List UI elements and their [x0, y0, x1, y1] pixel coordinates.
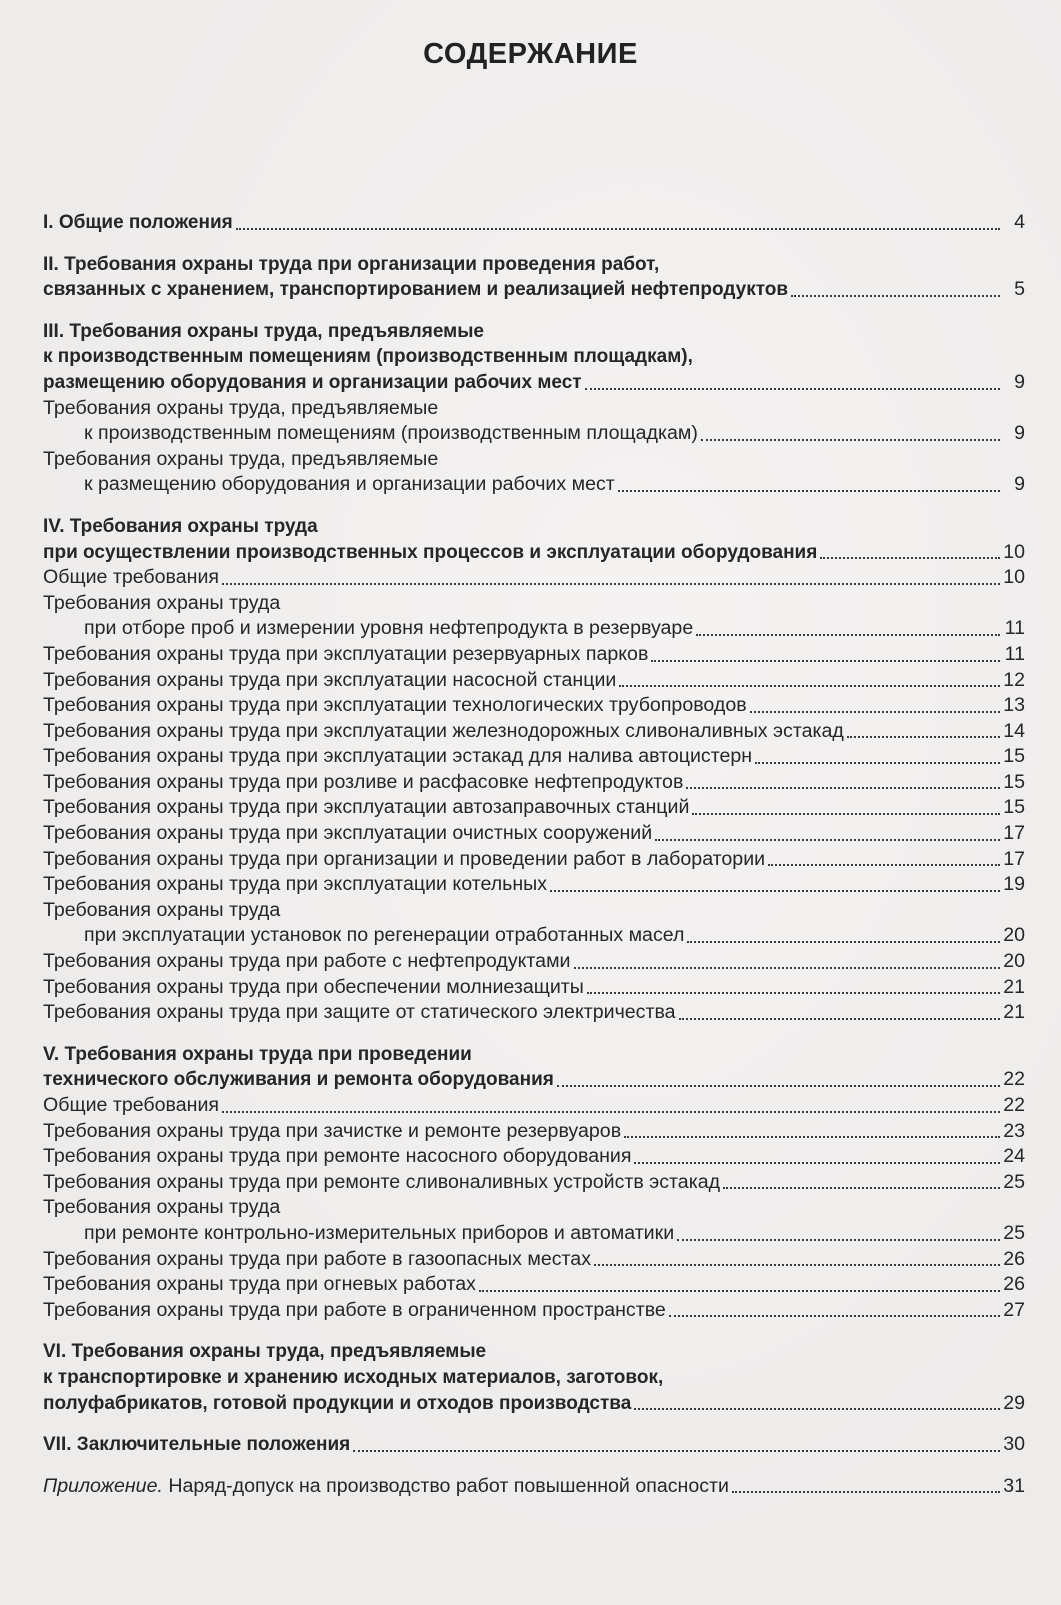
toc-entry-text: связанных с хранением, транспортированием и реализацией нефтепродуктов — [43, 279, 789, 301]
toc-entry[interactable] — [43, 1000, 1025, 1026]
dot-leader — [585, 388, 1000, 390]
toc-entry — [43, 1339, 1025, 1365]
toc-section — [43, 1339, 1025, 1416]
toc-entry-text: к производственным помещениям (производственным площадкам), — [43, 346, 693, 368]
toc-entry[interactable] — [43, 1272, 1025, 1298]
toc-page-number: 29 — [1003, 1391, 1025, 1414]
dot-leader — [353, 1450, 1000, 1452]
toc-entry-text: I. Общие положения — [43, 212, 233, 233]
dot-leader — [677, 1239, 1000, 1241]
toc-entry-text: к транспортировке и хранению исходных материалов, заготовок, — [43, 1366, 664, 1388]
dot-leader — [701, 439, 1000, 441]
toc-entry-text: Требования охраны труда при защите от статического электричества — [43, 1001, 676, 1024]
toc-entry-text: Требования охраны труда при работе в ограниченном пространстве — [43, 1298, 666, 1321]
toc-entry-text: Требования охраны труда, предъявляемые — [43, 447, 439, 470]
toc-entry[interactable] — [43, 1221, 1025, 1247]
dot-leader — [723, 1187, 1000, 1189]
toc-entry — [43, 447, 1025, 473]
dot-leader — [222, 583, 1000, 585]
dot-leader — [619, 685, 1000, 687]
toc-entry[interactable] — [43, 693, 1025, 719]
toc-page-number: 20 — [1003, 924, 1025, 947]
toc-entry[interactable] — [43, 719, 1025, 745]
toc-entry-text: Требования охраны труда при зачистке и ремонте резервуаров — [43, 1119, 622, 1142]
toc-page-number: 11 — [1004, 642, 1025, 665]
dot-leader — [750, 711, 1000, 713]
toc-entry-text: Требования охраны труда — [43, 898, 281, 921]
toc-section — [43, 514, 1025, 1026]
toc-page-number: 9 — [1014, 422, 1025, 445]
dot-leader — [479, 1290, 1000, 1292]
toc-page-number: 21 — [1003, 975, 1025, 998]
toc-entry-text: Требования охраны труда при эксплуатации очистных сооружений — [43, 822, 653, 845]
toc-entry — [43, 591, 1025, 617]
toc-entry-text: Требования охраны труда при ремонте сливоналивных устройств эстакад — [43, 1170, 721, 1193]
toc-entry[interactable] — [43, 770, 1025, 796]
toc-section — [43, 1474, 1025, 1500]
toc-entry-text: Требования охраны труда — [43, 591, 281, 614]
toc-entry-text: Требования охраны труда, предъявляемые — [43, 396, 439, 419]
toc-entry — [43, 252, 1025, 278]
dot-leader — [791, 295, 1000, 297]
toc-entry — [43, 1195, 1025, 1221]
toc-page-number: 26 — [1003, 1247, 1025, 1270]
toc-entry[interactable] — [43, 642, 1025, 668]
toc-entry[interactable] — [43, 795, 1025, 821]
toc-entry[interactable] — [43, 1170, 1025, 1196]
toc-entry-text: к производственным помещениям (производственным площадкам) — [84, 422, 698, 445]
dot-leader — [687, 941, 1000, 943]
toc-entry-prefix: Приложение. — [43, 1474, 163, 1497]
toc-entry[interactable] — [43, 1298, 1025, 1324]
toc-entry[interactable] — [43, 1474, 1025, 1500]
toc-entry-text: Общие требования — [43, 566, 219, 589]
toc-entry[interactable] — [43, 421, 1025, 447]
toc-page-number: 15 — [1003, 796, 1025, 819]
toc-entry — [43, 319, 1025, 345]
toc-page-number: 27 — [1003, 1298, 1025, 1321]
toc-entry[interactable] — [43, 1391, 1025, 1417]
toc-entry-text: Требования охраны труда — [43, 1196, 281, 1219]
toc-entry-text: Требования охраны труда при эксплуатации котельных — [43, 873, 548, 896]
toc-page-number: 26 — [1003, 1273, 1025, 1296]
toc-entry — [43, 1365, 1025, 1391]
toc-entry[interactable] — [43, 1067, 1025, 1093]
dot-leader — [655, 839, 1000, 841]
toc-entry-text: Требования охраны труда при обеспечении молниезащиты — [43, 975, 584, 998]
toc-entry[interactable] — [43, 949, 1025, 975]
dot-leader — [624, 1136, 1000, 1138]
toc-entry-text: при эксплуатации установок по регенерации отработанных масел — [84, 924, 685, 947]
toc-page-number: 9 — [1014, 370, 1025, 393]
toc-entry-text: Требования охраны труда при эксплуатации технологических трубопроводов — [43, 694, 747, 717]
dot-leader — [847, 736, 1000, 738]
toc-page-number: 22 — [1003, 1094, 1025, 1116]
toc-entry-text: VI. Требования охраны труда, предъявляемые — [43, 1341, 487, 1363]
toc-page-number: 12 — [1003, 668, 1025, 691]
toc-entry-text: V. Требования охраны труда при проведении — [43, 1043, 472, 1065]
dot-leader — [820, 557, 1000, 559]
toc-entry[interactable] — [43, 744, 1025, 770]
toc-page-number: 20 — [1003, 950, 1025, 973]
toc-page-number: 10 — [1003, 540, 1025, 563]
toc-entry-text: полуфабрикатов, готовой продукции и отходов производства — [43, 1392, 632, 1414]
toc-section — [43, 1042, 1025, 1324]
toc-entry[interactable] — [43, 472, 1025, 498]
dot-leader — [618, 490, 1000, 492]
toc-entry-text: размещению оборудования и организации рабочих мест — [43, 371, 582, 393]
toc-entry — [43, 344, 1025, 370]
toc-page-number: 24 — [1003, 1145, 1025, 1168]
toc-entry-text: Требования охраны труда при эксплуатации насосной станции — [43, 668, 617, 691]
toc-page-number: 31 — [1003, 1474, 1025, 1497]
toc-page-number: 9 — [1014, 473, 1025, 496]
toc-page-number: 10 — [1003, 566, 1025, 589]
toc-section — [43, 1432, 1025, 1458]
toc-entry-text: при осуществлении производственных процессов и эксплуатации оборудования — [43, 541, 818, 563]
toc-entry-text: Требования охраны труда при эксплуатации эстакад для налива автоцистерн — [43, 745, 753, 768]
toc-entry-text: Общие требования — [43, 1094, 219, 1116]
toc-entry[interactable] — [43, 872, 1025, 898]
toc-entry-text: Требования охраны труда при огневых работах — [43, 1273, 476, 1296]
toc-page-number: 15 — [1003, 745, 1025, 768]
toc-page-number: 30 — [1003, 1433, 1025, 1456]
toc-entry-text: Требования охраны труда при эксплуатации железнодорожных сливоналивных эстакад — [43, 719, 844, 742]
dot-leader — [557, 1085, 1000, 1087]
toc-entry[interactable] — [43, 821, 1025, 847]
toc-section — [43, 210, 1025, 236]
toc-page-number: 14 — [1003, 719, 1025, 742]
toc-page-number: 11 — [1004, 617, 1025, 640]
toc-page-number: 17 — [1003, 822, 1025, 845]
dot-leader — [236, 228, 1000, 230]
toc-entry-text: при ремонте контрольно-измерительных приборов и автоматики — [84, 1221, 675, 1244]
toc-entry-text: Требования охраны труда при ремонте насосного оборудования — [43, 1145, 632, 1168]
toc-entry-text: VII. Заключительные положения — [43, 1434, 351, 1456]
toc-entry — [43, 514, 1025, 540]
toc-entry[interactable] — [43, 847, 1025, 873]
toc-entry[interactable] — [43, 923, 1025, 949]
toc-entry[interactable] — [43, 1432, 1025, 1458]
dot-leader — [634, 1408, 1000, 1410]
toc-entry-text: Требования охраны труда при розливе и расфасовке нефтепродуктов — [43, 770, 684, 793]
toc-entry[interactable] — [43, 1144, 1025, 1170]
toc-entry — [43, 898, 1025, 924]
toc-page-number: 5 — [1014, 278, 1025, 301]
toc-page-number: 17 — [1003, 847, 1025, 870]
dot-leader — [651, 660, 1000, 662]
toc-entry — [43, 1042, 1025, 1068]
toc-entry[interactable] — [43, 540, 1025, 566]
toc-page-number: 21 — [1003, 1001, 1025, 1024]
dot-leader — [732, 1491, 1000, 1493]
toc-entry — [43, 396, 1025, 422]
toc-page-number: 25 — [1003, 1170, 1025, 1193]
toc-entry[interactable] — [43, 1247, 1025, 1273]
dot-leader — [550, 890, 1000, 892]
toc-entry-text: Требования охраны труда при работе в газоопасных местах — [43, 1247, 591, 1270]
toc-entry-text: Требования охраны труда при эксплуатации резервуарных парков — [43, 642, 649, 665]
toc-entry-text: II. Требования охраны труда при организации проведения работ, — [43, 253, 660, 275]
toc-entry[interactable] — [43, 277, 1025, 303]
toc-entry-text: III. Требования охраны труда, предъявляемые — [43, 320, 484, 342]
page-title: СОДЕРЖАНИЕ — [423, 38, 638, 70]
toc-entry[interactable] — [43, 370, 1025, 396]
toc-entry[interactable] — [43, 1119, 1025, 1145]
dot-leader — [686, 787, 1000, 789]
toc-page-number: 4 — [1014, 211, 1025, 233]
toc-entry-text: технического обслуживания и ремонта оборудования — [43, 1069, 554, 1091]
dot-leader — [692, 813, 1000, 815]
table-of-contents — [43, 210, 1025, 1515]
dot-leader — [634, 1162, 1000, 1164]
dot-leader — [768, 864, 1000, 866]
toc-section — [43, 252, 1025, 303]
toc-entry[interactable] — [43, 975, 1025, 1001]
toc-page-number: 19 — [1003, 873, 1025, 896]
toc-page-number: 23 — [1003, 1119, 1025, 1142]
toc-entry-text: Требования охраны труда при организации и проведении работ в лаборатории — [43, 847, 766, 870]
toc-entry-label: Наряд-допуск на производство работ повышенной опасности — [162, 1474, 729, 1497]
toc-section — [43, 319, 1025, 498]
toc-page-number: 25 — [1003, 1221, 1025, 1244]
dot-leader — [696, 634, 1000, 636]
dot-leader — [594, 1264, 1000, 1266]
toc-page-number: 15 — [1003, 770, 1025, 793]
toc-entry[interactable] — [43, 616, 1025, 642]
toc-entry[interactable] — [43, 668, 1025, 694]
dot-leader — [679, 1018, 1000, 1020]
dot-leader — [669, 1315, 1000, 1317]
toc-entry-text: IV. Требования охраны труда — [43, 515, 318, 537]
toc-page-number: 13 — [1003, 694, 1025, 717]
toc-entry-text: к размещению оборудования и организации рабочих мест — [84, 473, 615, 496]
toc-entry-text: при отборе проб и измерении уровня нефтепродукта в резервуаре — [84, 617, 694, 640]
toc-entry-text — [43, 1474, 729, 1500]
dot-leader — [574, 967, 1001, 969]
dot-leader — [755, 762, 1000, 764]
toc-entry-text: Требования охраны труда при работе с нефтепродуктами — [43, 950, 571, 973]
toc-entry[interactable] — [43, 210, 1025, 236]
dot-leader — [222, 1111, 1000, 1113]
toc-entry[interactable] — [43, 565, 1025, 591]
toc-entry[interactable] — [43, 1093, 1025, 1119]
dot-leader — [587, 992, 1000, 994]
toc-entry-text: Требования охраны труда при эксплуатации автозаправочных станций — [43, 796, 690, 819]
toc-page-number: 22 — [1003, 1068, 1025, 1091]
